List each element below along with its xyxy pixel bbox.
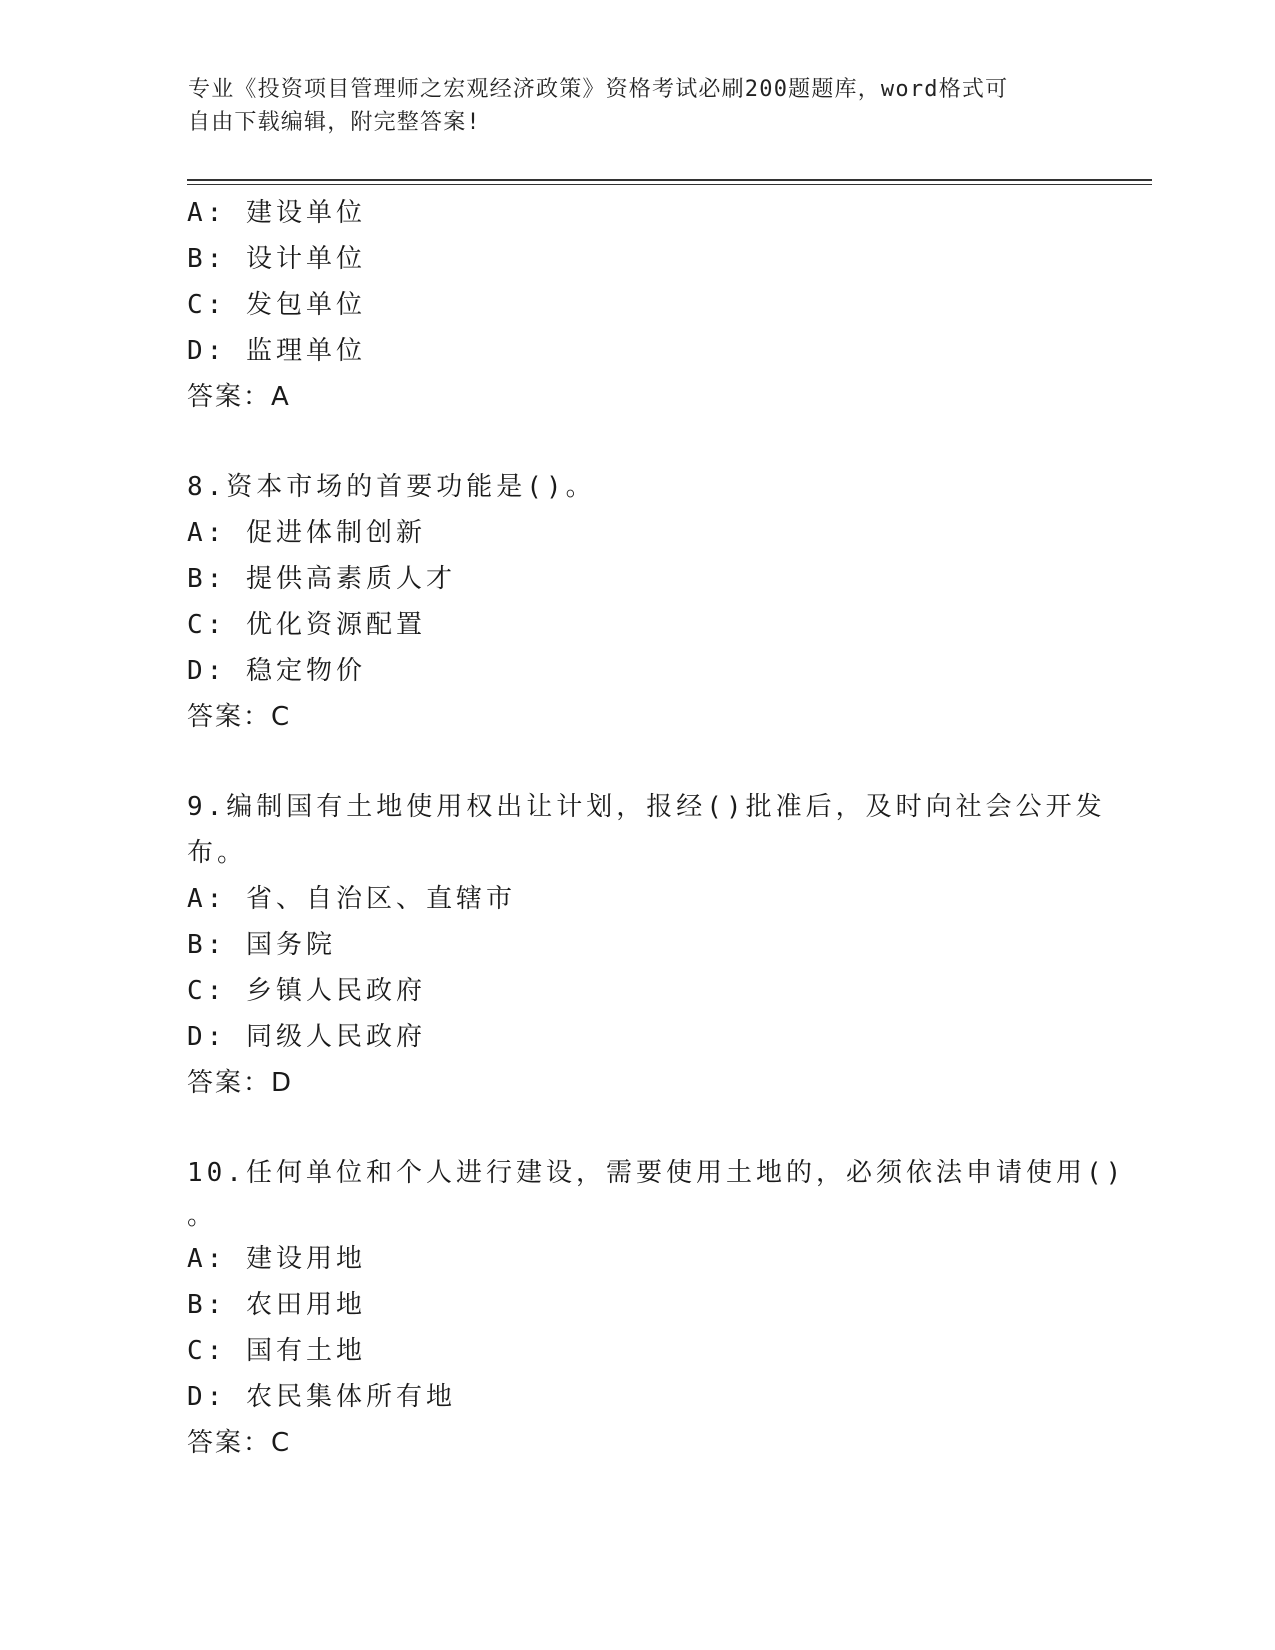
option-a: A: 建设单位 (187, 198, 366, 228)
spacer (187, 420, 1087, 464)
spacer (187, 740, 1087, 784)
header-line-2: 自由下载编辑，附完整答案! (188, 110, 481, 135)
question-text-line-2: 布。 (187, 838, 248, 868)
option-c: C: 国有土地 (187, 1336, 366, 1366)
answer-line: 答案：A (187, 382, 291, 412)
option-d: D: 农民集体所有地 (187, 1382, 456, 1412)
option-d: D: 同级人民政府 (187, 1022, 426, 1052)
option-a: A: 促进体制创新 (187, 518, 426, 548)
question-text-line-1: 10.任何单位和个人进行建设，需要使用土地的，必须依法申请使用() (187, 1158, 1126, 1188)
question-text-line-2: 。 (187, 1201, 218, 1231)
option-b: B: 国务院 (187, 930, 336, 960)
header-line-1: 专业《投资项目管理师之宏观经济政策》资格考试必刷200题题库，word格式可 (188, 77, 1009, 102)
question-7-options (187, 190, 1087, 420)
option-c: C: 乡镇人民政府 (187, 976, 426, 1006)
option-c: C: 优化资源配置 (187, 610, 426, 640)
question-text-line-1: 9.编制国有土地使用权出让计划，报经()批准后，及时向社会公开发 (187, 792, 1106, 822)
document-body (187, 190, 1126, 1466)
option-d: D: 监理单位 (187, 336, 366, 366)
question-text: 8.资本市场的首要功能是()。 (187, 472, 596, 502)
answer-line: 答案：C (187, 1428, 292, 1458)
option-a: A: 建设用地 (187, 1244, 366, 1274)
question-9 (187, 784, 1106, 1106)
option-b: B: 设计单位 (187, 244, 366, 274)
header-rule-thin (187, 184, 1152, 185)
option-c: C: 发包单位 (187, 290, 366, 320)
answer-line: 答案：D (187, 1068, 294, 1098)
answer-line: 答案：C (187, 702, 292, 732)
option-a: A: 省、自治区、直辖市 (187, 884, 516, 914)
option-d: D: 稳定物价 (187, 656, 366, 686)
option-b: B: 提供高素质人才 (187, 564, 456, 594)
document-header (188, 73, 1068, 139)
question-10 (187, 1150, 1126, 1466)
header-rule-thick (187, 179, 1152, 181)
question-8 (187, 464, 1087, 740)
spacer (187, 1106, 1087, 1150)
option-b: B: 农田用地 (187, 1290, 366, 1320)
